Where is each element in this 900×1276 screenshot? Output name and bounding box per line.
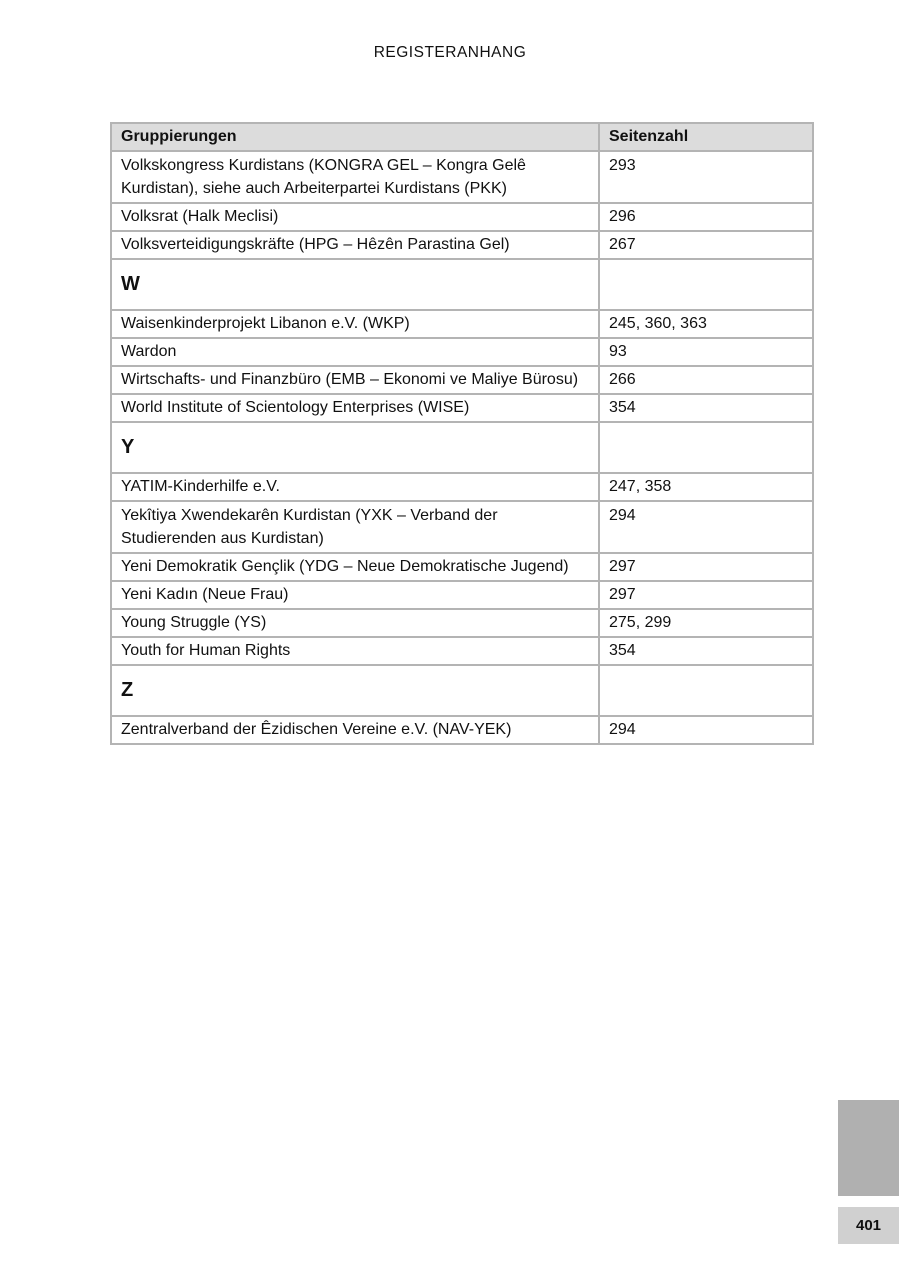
- table-row: [111, 637, 813, 665]
- page-numbers: 297: [599, 581, 813, 609]
- table-row: [111, 366, 813, 394]
- running-head: REGISTERANHANG: [373, 44, 527, 61]
- header-seitenzahl: Seitenzahl: [599, 123, 813, 151]
- letter-heading-row: [111, 259, 813, 310]
- table-row: [111, 394, 813, 422]
- table-row: [111, 716, 813, 744]
- page-numbers: 245, 360, 363: [599, 310, 813, 338]
- table-row: [111, 581, 813, 609]
- thumb-index-tab: [838, 1100, 899, 1196]
- page-numbers: [599, 422, 813, 473]
- header-gruppierungen: Gruppierungen: [111, 123, 599, 151]
- page-numbers: [599, 665, 813, 716]
- group-name: Volkskongress Kurdistans (KONGRA GEL – Kongra Gelê Kurdistan), siehe auch Arbeiterpartei Kurdistans (PKK): [111, 151, 599, 203]
- register-table: [110, 122, 814, 745]
- page-numbers: 266: [599, 366, 813, 394]
- group-name: Wardon: [111, 338, 599, 366]
- table-row: [111, 473, 813, 501]
- page-numbers: 354: [599, 637, 813, 665]
- table-row: [111, 310, 813, 338]
- table-header-row: [111, 123, 813, 151]
- group-name: Young Struggle (YS): [111, 609, 599, 637]
- group-name: Volksverteidigungskräfte (HPG – Hêzên Parastina Gel): [111, 231, 599, 259]
- group-name: World Institute of Scientology Enterprises (WISE): [111, 394, 599, 422]
- page-numbers: 293: [599, 151, 813, 203]
- page-numbers: 294: [599, 501, 813, 553]
- page-numbers: 247, 358: [599, 473, 813, 501]
- page-numbers: [599, 259, 813, 310]
- page-numbers: 296: [599, 203, 813, 231]
- group-name: Yeni Kadın (Neue Frau): [111, 581, 599, 609]
- group-name: Yeni Demokratik Gençlik (YDG – Neue Demokratische Jugend): [111, 553, 599, 581]
- table-row: [111, 203, 813, 231]
- table-row: [111, 231, 813, 259]
- table-row: [111, 151, 813, 203]
- group-name: Zentralverband der Êzidischen Vereine e.V. (NAV-YEK): [111, 716, 599, 744]
- table-row: [111, 501, 813, 553]
- letter-heading: W: [111, 259, 599, 310]
- group-name: Yekîtiya Xwendekarên Kurdistan (YXK – Verband der Studierenden aus Kurdistan): [111, 501, 599, 553]
- group-name: Waisenkinderprojekt Libanon e.V. (WKP): [111, 310, 599, 338]
- page-numbers: 275, 299: [599, 609, 813, 637]
- letter-heading-row: [111, 422, 813, 473]
- page-numbers: 93: [599, 338, 813, 366]
- table-row: [111, 609, 813, 637]
- letter-heading: Z: [111, 665, 599, 716]
- group-name: Youth for Human Rights: [111, 637, 599, 665]
- letter-heading: Y: [111, 422, 599, 473]
- group-name: Wirtschafts- und Finanzbüro (EMB – Ekonomi ve Maliye Bürosu): [111, 366, 599, 394]
- page-numbers: 297: [599, 553, 813, 581]
- table-row: [111, 338, 813, 366]
- letter-heading-row: [111, 665, 813, 716]
- page-numbers: 294: [599, 716, 813, 744]
- page-number: 401: [838, 1207, 899, 1244]
- group-name: Volksrat (Halk Meclisi): [111, 203, 599, 231]
- page-numbers: 267: [599, 231, 813, 259]
- group-name: YATIM-Kinderhilfe e.V.: [111, 473, 599, 501]
- page-numbers: 354: [599, 394, 813, 422]
- table-row: [111, 553, 813, 581]
